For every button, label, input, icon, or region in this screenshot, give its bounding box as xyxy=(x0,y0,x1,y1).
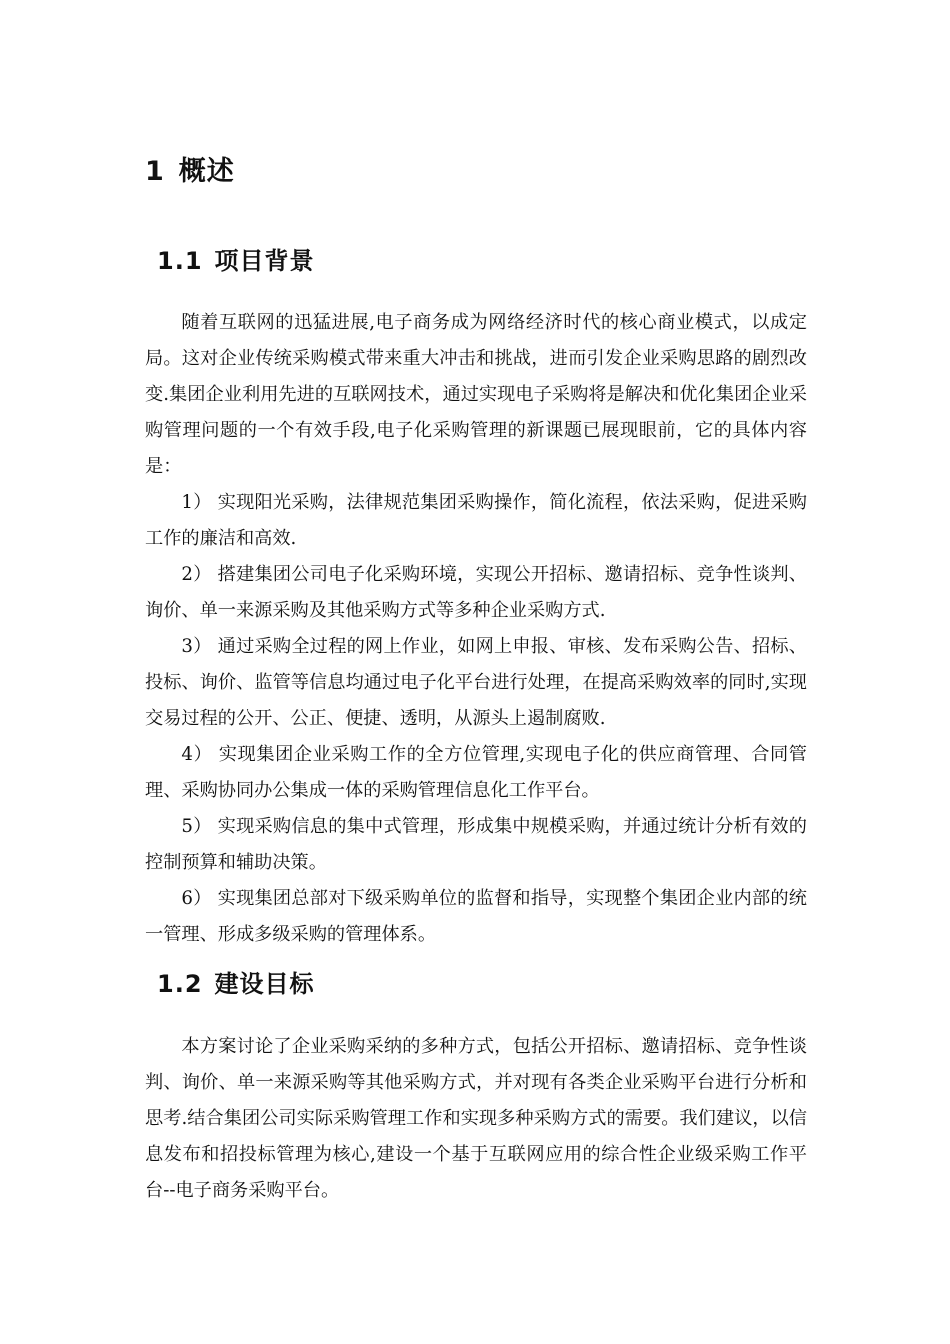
section-title: 项目背景 xyxy=(214,247,315,275)
list-item-3: 3） 通过采购全过程的网上作业，如网上申报、审核、发布采购公告、招标、投标、询价、监管等信息均通过电子化平台进行处理，在提高采购效率的同时,实现交易过程的公开、公正、便捷、透明，从源头上遏制腐败. xyxy=(145,636,807,729)
chapter-heading xyxy=(145,152,235,192)
list-item-5: 5） 实现采购信息的集中式管理，形成集中规模采购，并通过统计分析有效的控制预算和辅助决策。 xyxy=(145,816,807,873)
section-heading-background xyxy=(157,244,315,278)
list-item-1: 1） 实现阳光采购，法律规范集团采购操作，简化流程，依法采购，促进采购工作的廉洁和高效. xyxy=(145,492,807,549)
paragraph-intro: 随着互联网的迅猛进展,电子商务成为网络经济时代的核心商业模式，以成定局。这对企业传统采购模式带来重大冲击和挑战，进而引发企业采购思路的剧烈改变.集团企业利用先进的互联网技术，通过实现电子采购将是解决和优化集团企业采购管理问题的一个有效手段,电子化采购管理的新课题已展现眼前，它的具体内容是： xyxy=(145,312,807,477)
section-title: 建设目标 xyxy=(214,970,315,998)
list-item-6: 6） 实现集团总部对下级采购单位的监督和指导，实现整个集团企业内部的统一管理、形成多级采购的管理体系。 xyxy=(145,888,807,945)
list-item-2: 2） 搭建集团公司电子化采购环境，实现公开招标、邀请招标、竞争性谈判、询价、单一来源采购及其他采购方式等多种企业采购方式. xyxy=(145,564,807,621)
chapter-number: 1 xyxy=(145,156,165,187)
section-heading-goals xyxy=(157,967,315,1001)
chapter-title: 概述 xyxy=(178,156,235,187)
list-item-4: 4） 实现集团企业采购工作的全方位管理,实现电子化的供应商管理、合同管理、采购协同办公集成一体的采购管理信息化工作平台。 xyxy=(145,744,807,801)
section-number: 1.1 xyxy=(157,247,203,275)
section-body-background xyxy=(145,305,807,953)
paragraph-goals: 本方案讨论了企业采购采纳的多种方式，包括公开招标、邀请招标、竞争性谈判、询价、单一来源采购等其他采购方式，并对现有各类企业采购平台进行分析和思考.结合集团公司实际采购管理工作和实现多种采购方式的需要。我们建议，以信息发布和招投标管理为核心,建设一个基于互联网应用的综合性企业级采购工作平台--电子商务采购平台。 xyxy=(145,1036,807,1201)
section-number: 1.2 xyxy=(157,970,203,998)
section-body-goals xyxy=(145,1029,807,1209)
